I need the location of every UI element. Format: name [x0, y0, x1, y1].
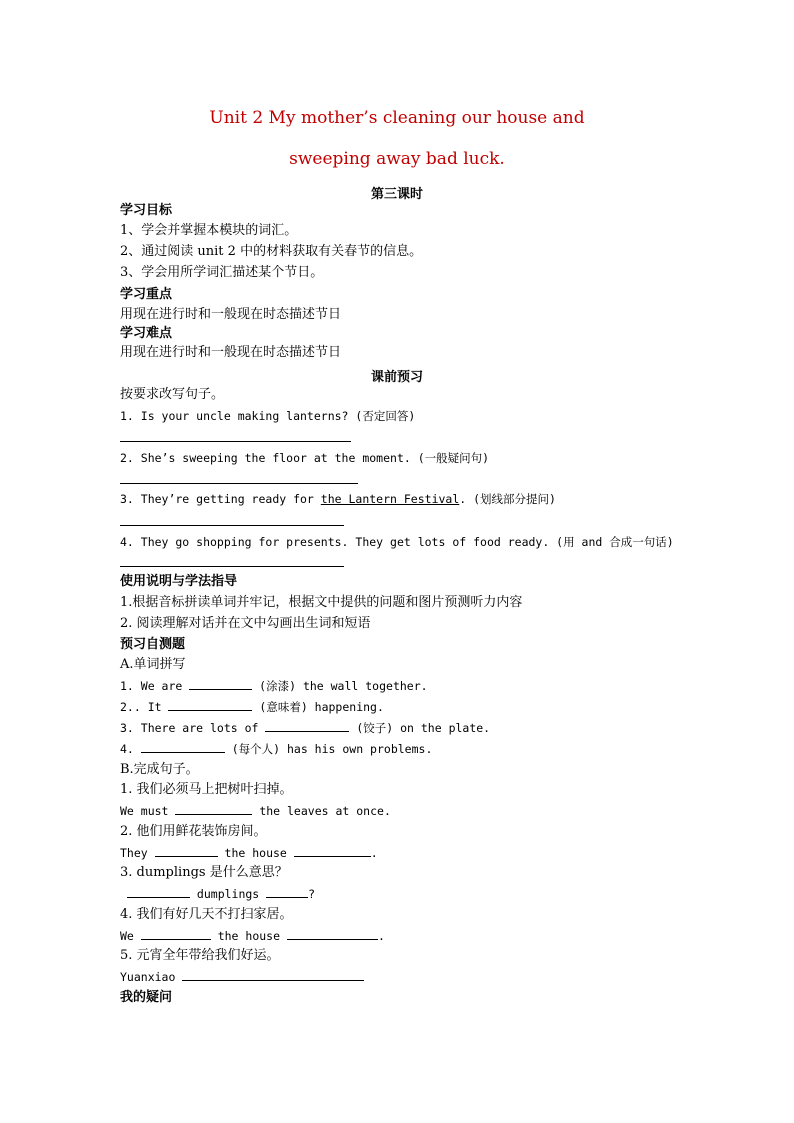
answer-blank[interactable] [168, 699, 252, 711]
answer-blank[interactable] [182, 969, 364, 981]
difficulties-text: 用现在进行时和一般现在时态描述节日 [120, 345, 342, 360]
guide-item: 2. 阅读理解对话并在文中勾画出生词和短语 [120, 616, 371, 631]
sentence-1-english: We must the leaves at once. [120, 804, 391, 818]
answer-blank[interactable] [287, 928, 378, 940]
part-b-label: B.完成句子。 [120, 762, 199, 777]
lesson-label: 第三课时 [370, 187, 423, 202]
sentence-2-chinese: 2. 他们用鲜花装饰房间。 [120, 824, 267, 839]
questions-heading: 我的疑问 [120, 990, 173, 1005]
answer-blank[interactable] [294, 845, 371, 857]
preview-question-4: 4. They go shopping for presents. They get lots of food ready. (用 and 合成一句话) [120, 535, 674, 549]
preview-question-1: 1. Is your uncle making lanterns? (否定回答) [120, 409, 416, 423]
answer-blank[interactable] [141, 741, 225, 753]
sentence-1-chinese: 1. 我们必须马上把树叶扫掉。 [120, 782, 293, 797]
underlined-phrase: the Lantern Festival [320, 492, 460, 506]
objective-item: 2、通过阅读 unit 2 中的材料获取有关春节的信息。 [120, 244, 423, 259]
difficulties-heading: 学习难点 [120, 326, 173, 341]
key-points-text: 用现在进行时和一般现在时态描述节日 [120, 307, 342, 322]
sentence-4-chinese: 4. 我们有好几天不打扫家居。 [120, 907, 293, 922]
spelling-item-2: 2.. It (意味着) happening. [120, 700, 384, 714]
answer-blank[interactable] [127, 886, 190, 898]
sentence-2-english: They the house . [120, 846, 378, 860]
title-line-2: sweeping away bad luck. [289, 149, 505, 169]
preview-question-3: 3. They’re getting ready for the Lantern Festival. (划线部分提问) [120, 492, 556, 506]
answer-blank[interactable] [189, 678, 252, 690]
sentence-3-chinese: 3. dumplings 是什么意思？ [120, 865, 288, 880]
preview-instruction: 按要求改写句子。 [120, 387, 225, 402]
guide-heading: 使用说明与学法指导 [120, 574, 238, 589]
preview-heading: 课前预习 [370, 370, 423, 385]
spelling-item-4: 4. (每个人) has his own problems. [120, 742, 433, 756]
answer-blank[interactable] [265, 720, 349, 732]
answer-line[interactable] [120, 483, 358, 484]
spelling-item-1: 1. We are (涂漆) the wall together. [120, 679, 428, 693]
objectives-heading: 学习目标 [120, 203, 173, 218]
title-line-1: Unit 2 My mother’s cleaning our house and [209, 108, 585, 128]
preview-question-2: 2. She’s sweeping the floor at the moment. (一般疑问句) [120, 451, 490, 465]
answer-blank[interactable] [266, 886, 308, 898]
key-points-heading: 学习重点 [120, 287, 173, 302]
answer-line[interactable] [120, 441, 351, 442]
part-a-label: A.单词拼写 [120, 657, 186, 672]
answer-line[interactable] [120, 566, 344, 567]
objective-item: 3、学会用所学词汇描述某个节日。 [120, 265, 324, 280]
sentence-5-english: Yuanxiao [120, 969, 364, 985]
answer-blank[interactable] [175, 803, 252, 815]
sentence-5-chinese: 5. 元宵全年带给我们好运。 [120, 948, 280, 963]
self-test-heading: 预习自测题 [120, 637, 186, 652]
guide-item: 1.根据音标拼读单词并牢记，根据文中提供的问题和图片预测听力内容 [120, 595, 523, 610]
spelling-item-3: 3. There are lots of (饺子) on the plate. [120, 721, 491, 735]
answer-line[interactable] [120, 525, 344, 526]
objective-item: 1、学会并掌握本模块的词汇。 [120, 223, 298, 238]
answer-blank[interactable] [141, 928, 211, 940]
sentence-4-english: We the house . [120, 929, 385, 943]
answer-blank[interactable] [155, 845, 218, 857]
sentence-3-english: dumplings ? [127, 886, 315, 902]
